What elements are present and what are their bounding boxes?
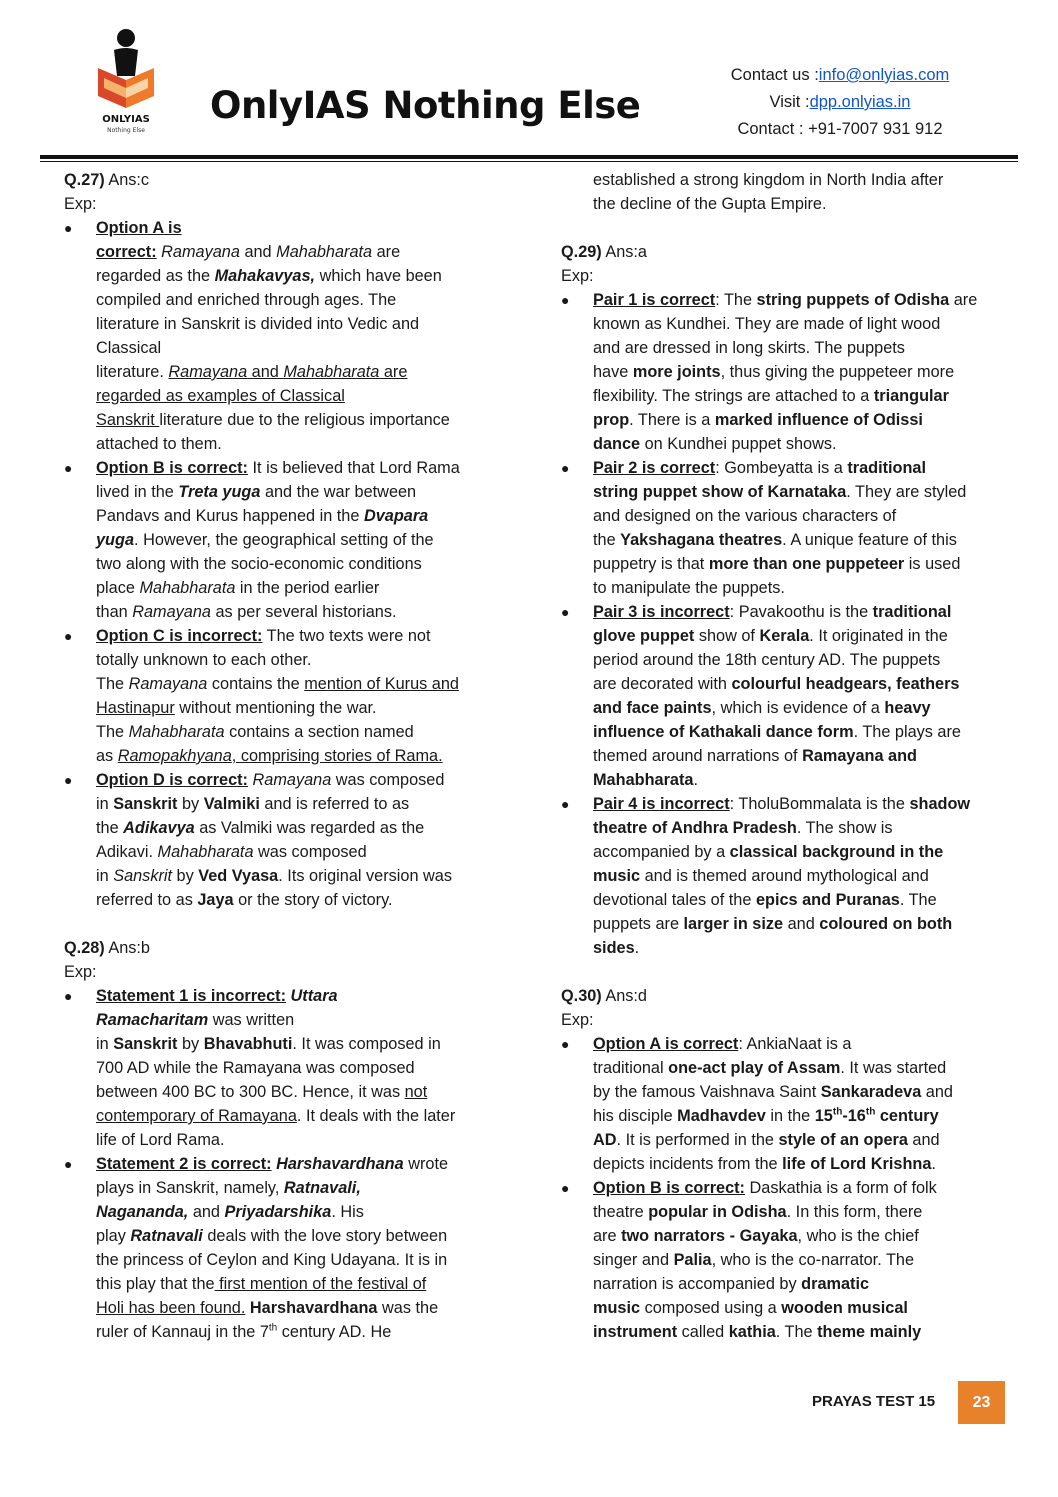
phone-line: Contact : +91-7007 931 912 [737, 120, 943, 138]
brand-title: OnlyIAS Nothing Else [210, 84, 641, 127]
question-heading: Q.28) Ans:b [64, 939, 150, 957]
list-item: ● Option A is correct: AnkiaNaat is a traditional one-act play of Assam. It was started by the famous Vaishnava Saint Sankaradeva and his disciple Madhavdev in the 15th-16th century AD. It is performed in the style of an opera and depicts incidents from the life of Lord Krishna. [561, 1032, 1001, 1176]
list-item: ● Option A is correct: Ramayana and Mahabharata are regarded as the Mahakavyas, which have been compiled and enriched through ages. The literature in Sanskrit is divided into Vedic and Classical literature. Ramayana and Mahabharata are regarded as examples of Classical Sanskrit literature due to the religious importance attached to them. [64, 216, 504, 456]
list-item: ● Pair 3 is incorrect: Pavakoothu is the traditional glove puppet show of Kerala. It originated in the period around the 18th century AD. The puppets are decorated with colourful headgears, feathers and face paints, which is evidence of a heavy influence of Kathakali dance form. The plays are themed around narrations of Ramayana and Mahabharata. [561, 600, 1001, 792]
visit-line: Visit :dpp.onlyias.in [769, 93, 911, 111]
onlyias-logo [88, 28, 164, 138]
list-item: ● Pair 2 is correct: Gombeyatta is a traditional string puppet show of Karnataka. They are styled and designed on the various characters of the Yakshagana theatres. A unique feature of this puppetry is that more than one puppeteer is used to manipulate the puppets. [561, 456, 1001, 600]
right-column [561, 168, 1001, 1344]
list-item: ● Statement 1 is incorrect: Uttara Ramacharitam was written in Sanskrit by Bhavabhuti. It was composed in 700 AD while the Ramayana was composed between 400 BC to 300 BC. Hence, it was not contemporary of Ramayana. It deals with the later life of Lord Rama. [64, 984, 504, 1152]
bullet-icon: ● [561, 604, 570, 620]
bullet-icon: ● [64, 628, 73, 644]
bullet-icon: ● [64, 988, 73, 1004]
list-item: ● Statement 2 is correct: Harshavardhana wrote plays in Sanskrit, namely, Ratnavali, Nagananda, and Priyadarshika. His play Ratnavali deals with the love story between the princess of Ceylon and King Udayana. It is in this play that the first mention of the festival of Holi has been found. Harshavardhana was the ruler of Kannauj in the 7th century AD. He [64, 1152, 504, 1344]
header-rule-thin [40, 161, 1018, 162]
header-rule-thick [40, 155, 1018, 159]
bullet-icon: ● [64, 460, 73, 476]
visit-url-link[interactable]: dpp.onlyias.in [809, 93, 911, 111]
explanation-label: Exp: [561, 267, 594, 285]
bullet-icon: ● [64, 220, 73, 236]
left-column [64, 168, 504, 1344]
bullet-icon: ● [64, 772, 73, 788]
contact-email-link[interactable]: info@onlyias.com [818, 66, 950, 84]
continued-text: established a strong kingdom in North India after the decline of the Gupta Empire. [593, 171, 944, 213]
bullet-icon: ● [561, 460, 570, 476]
bullet-icon: ● [561, 1036, 570, 1052]
list-item: ● Pair 1 is correct: The string puppets of Odisha are known as Kundhei. They are made of light wood and are dressed in long skirts. The puppets have more joints, thus giving the puppeteer more flexibility. The strings are attached to a triangular prop. There is a marked influence of Odissi dance on Kundhei puppet shows. [561, 288, 1001, 456]
question-heading: Q.27) Ans:c [64, 171, 150, 189]
bullet-icon: ● [561, 1180, 570, 1196]
bullet-icon: ● [561, 292, 570, 308]
contact-block [690, 62, 990, 143]
explanation-label: Exp: [64, 963, 97, 981]
explanation-label: Exp: [561, 1011, 594, 1029]
list-item: ● Option B is correct: It is believed that Lord Rama lived in the Treta yuga and the war between Pandavs and Kurus happened in the Dvapara yuga. However, the geographical setting of the two along with the socio-economic conditions place Mahabharata in the period earlier than Ramayana as per several historians. [64, 456, 504, 624]
list-item: ● Option C is incorrect: The two texts were not totally unknown to each other. The Ramayana contains the mention of Kurus and Hastinapur without mentioning the war. The Mahabharata contains a section named as Ramopakhyana, comprising stories of Rama. [64, 624, 504, 768]
question-heading: Q.30) Ans:d [561, 987, 647, 1005]
list-item: ● Option B is correct: Daskathia is a form of folk theatre popular in Odisha. In this form, there are two narrators - Gayaka, who is the chief singer and Palia, who is the co-narrator. The narration is accompanied by dramatic music composed using a wooden musical instrument called kathia. The theme mainly [561, 1176, 1001, 1344]
page-number-badge: 23 [958, 1381, 1005, 1424]
bullet-icon: ● [64, 1156, 73, 1172]
question-heading: Q.29) Ans:a [561, 243, 647, 261]
svg-text:ONLYIAS: ONLYIAS [102, 114, 150, 125]
explanation-label: Exp: [64, 195, 97, 213]
bullet-icon: ● [561, 796, 570, 812]
footer-test-label: PRAYAS TEST 15 [812, 1393, 936, 1410]
list-item: ● Pair 4 is incorrect: TholuBommalata is the shadow theatre of Andhra Pradesh. The show is accompanied by a classical background in the music and is themed around mythological and devotional tales of the epics and Puranas. The puppets are larger in size and coloured on both sides. [561, 792, 1001, 960]
contact-email-line: Contact us :info@onlyias.com [730, 66, 950, 84]
list-item: ● Option D is correct: Ramayana was composed in Sanskrit by Valmiki and is referred to as the Adikavya as Valmiki was regarded as the Adikavi. Mahabharata was composed in Sanskrit by Ved Vyasa. Its original version was referred to as Jaya or the story of victory. [64, 768, 504, 912]
logo-figure-icon [88, 28, 164, 138]
svg-text:Nothing Else: Nothing Else [107, 127, 145, 134]
